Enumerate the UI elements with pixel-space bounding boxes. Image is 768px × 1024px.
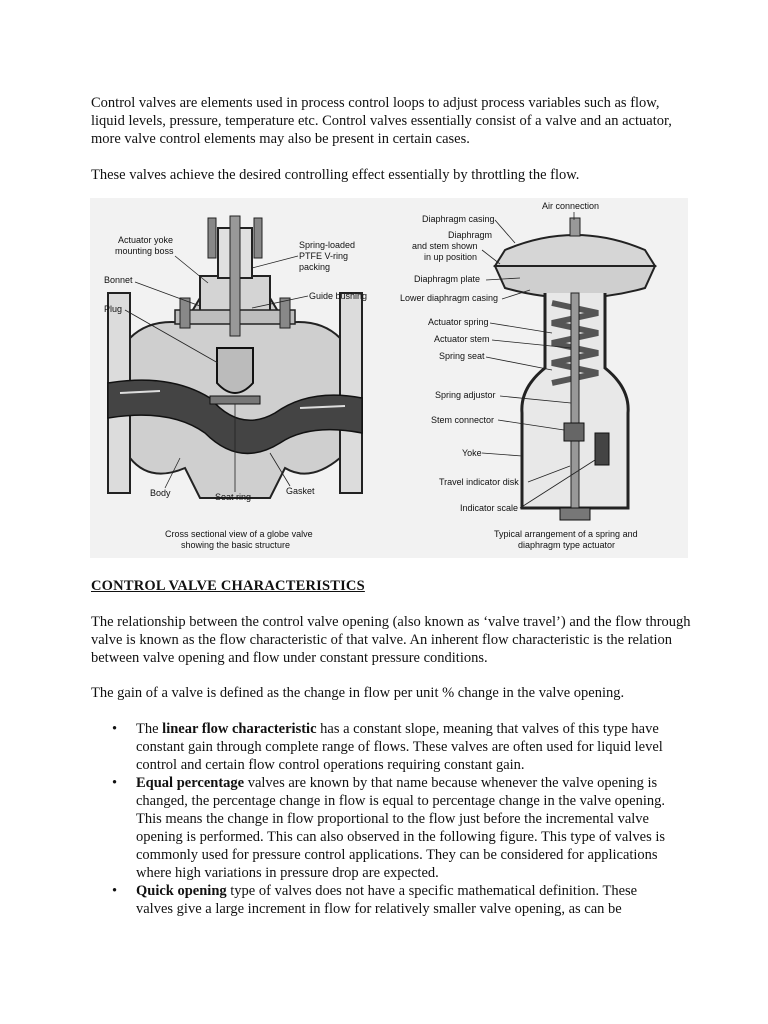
characteristics-list xyxy=(112,720,672,918)
label-diaphragm-stem-3: in up position xyxy=(424,252,478,262)
valve-diagram xyxy=(90,198,688,558)
label-lower-casing: Lower diaphragm casing xyxy=(400,293,499,303)
label-indicator-scale: Indicator scale xyxy=(460,503,519,513)
list-item xyxy=(112,882,672,918)
label-diaphragm-stem-2: and stem shown xyxy=(412,241,478,251)
label-seat-ring: Seat ring xyxy=(215,492,252,502)
valve-figure xyxy=(90,198,688,558)
intro-paragraph: Control valves are elements used in process control loops to adjust process variables such as flow, liquid levels, pressure, temperature etc. Control valves essentially consist of a valve and an actuator, more valve control elements may also be present in certain cases. xyxy=(91,95,672,147)
left-caption-1: Cross sectional view of a globe valve xyxy=(165,529,313,539)
label-actuator-yoke-2: mounting boss xyxy=(115,246,174,256)
label-spring-loaded-1: Spring-loaded xyxy=(299,240,356,250)
bullet-1-pre: The xyxy=(136,721,163,737)
section-heading: CONTROL VALVE CHARACTERISTICS xyxy=(91,578,365,594)
bullet-2-term: Equal percentage xyxy=(136,775,245,791)
left-caption-2: showing the basic structure xyxy=(181,540,291,550)
flow-characteristic-paragraph: The relationship between the control valve opening (also known as ‘valve travel’) and the flow through valve is known as the flow characteristic of that valve. An inherent flow characteristic is the relation between valve opening and flow under constant pressure conditions. xyxy=(91,614,691,666)
right-caption-2: diaphragm type actuator xyxy=(518,540,616,550)
bullet-1-term: linear flow characteristic xyxy=(162,721,317,737)
label-body: Body xyxy=(150,488,171,498)
label-actuator-spring: Actuator spring xyxy=(428,317,489,327)
label-diaphragm-plate: Diaphragm plate xyxy=(414,274,481,284)
label-diaphragm-stem-1: Diaphragm xyxy=(448,230,493,240)
label-air-connection: Air connection xyxy=(542,201,600,211)
bullet-3-text: type of valves does not have a specific mathematical definition. These valves give a large increment in flow for relatively smaller valve opening, as can be xyxy=(136,883,638,917)
throttling-paragraph: These valves achieve the desired controlling effect essentially by throttling the flow. xyxy=(91,167,580,183)
bullet-1: • xyxy=(112,721,118,737)
bullet-3: • xyxy=(112,883,118,899)
label-guide-bushing: Guide bushing xyxy=(309,291,368,301)
bullet-2-text: valves are known by that name because whenever the valve opening is changed, the percentage change in flow is equal to percentage change in the valve opening. This means the change in flow proportional to the flow just before the incremental valve opening is performed. This can also observed in the following figure. This type of valves is commonly used for pressure control applications. They can be considered for applications where high variations in pressure drop are expected. xyxy=(136,775,666,881)
list-item xyxy=(112,720,672,774)
label-spring-loaded-2: PTFE V-ring xyxy=(299,251,349,261)
label-travel-indicator: Travel indicator disk xyxy=(439,477,519,487)
bullet-3-term: Quick opening xyxy=(136,883,227,899)
valve-gain-paragraph: The gain of a valve is defined as the change in flow per unit % change in the valve opening. xyxy=(91,685,625,701)
label-spring-loaded-3: packing xyxy=(299,262,331,272)
label-plug: Plug xyxy=(104,304,123,314)
bullet-2: • xyxy=(112,775,118,791)
diaphragm-actuator-illustration xyxy=(495,218,655,520)
bullet-1-text: has a constant slope, meaning that valves of this type have constant gain through complete range of flows. These valves are often used for liquid level control and certain flow control operations requiring constant gain. xyxy=(136,721,663,773)
label-yoke: Yoke xyxy=(462,448,482,458)
label-actuator-yoke-1: Actuator yoke xyxy=(118,235,174,245)
label-spring-adjustor: Spring adjustor xyxy=(435,390,496,400)
label-actuator-stem: Actuator stem xyxy=(434,334,490,344)
label-spring-seat: Spring seat xyxy=(439,351,485,361)
label-bonnet: Bonnet xyxy=(104,275,133,285)
label-stem-connector: Stem connector xyxy=(431,415,495,425)
label-diaphragm-casing: Diaphragm casing xyxy=(422,214,495,224)
label-gasket: Gasket xyxy=(286,486,315,496)
list-item xyxy=(112,774,672,882)
right-caption-1: Typical arrangement of a spring and xyxy=(494,529,638,539)
